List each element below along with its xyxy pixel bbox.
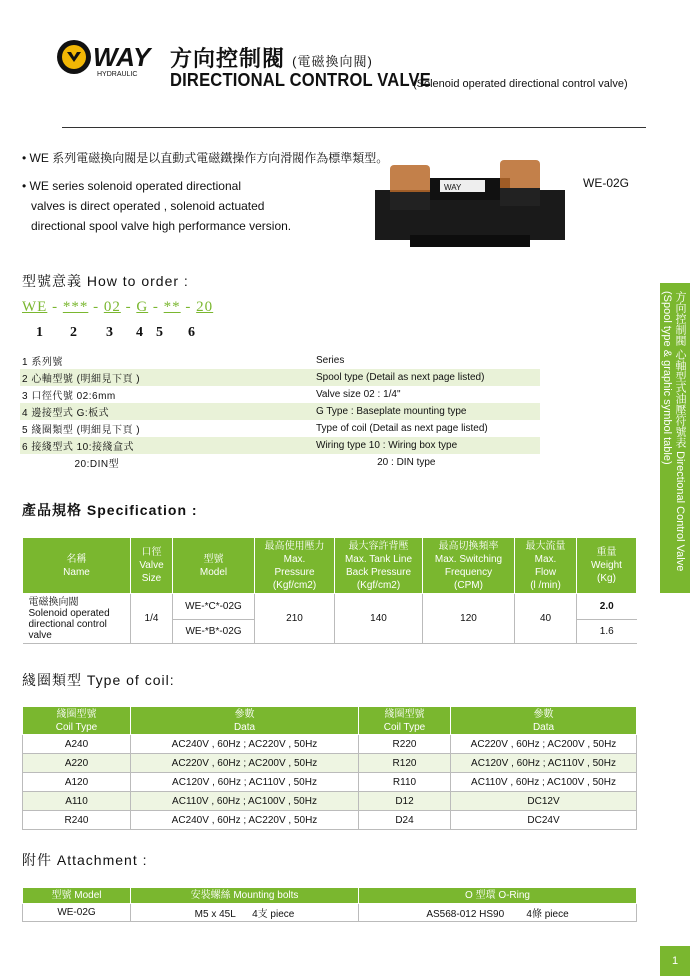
intro-en-line-2: valves is direct operated , solenoid actuated (31, 199, 265, 213)
order-row (20, 352, 540, 369)
spec-header (23, 538, 131, 594)
order-row-en: G Type : Baseplate mounting type (316, 406, 467, 417)
order-row-en: Series (316, 355, 345, 366)
spec-header (131, 538, 173, 594)
order-row (20, 369, 540, 386)
order-row (20, 420, 540, 437)
coil-row (23, 792, 637, 811)
order-code (22, 299, 213, 316)
coil-row (23, 735, 637, 754)
side-tab[interactable]: 方向控制閥 心軸型式油壓符號表 Directional Control Valve (Spool type & graphic symbol table) (660, 283, 690, 593)
spec-table (22, 537, 637, 644)
intro-bullet-zh: • WE 系列電磁換向閥是以直動式電磁鐵操作方向滑閥作為標準類型。 (22, 151, 389, 165)
spec-name (23, 594, 131, 644)
coil-data: AC110V , 60Hz ; AC100V , 50Hz (451, 773, 637, 792)
valve-photo (370, 150, 570, 255)
attach-row (23, 904, 637, 922)
code-size: 02 (103, 299, 121, 315)
coil-type: A120 (23, 773, 131, 792)
coil-type: D24 (359, 811, 451, 830)
title-en-sub: (Solenoid operated directional control valve) (413, 78, 628, 90)
th-en: Coil Type (55, 721, 98, 733)
code-spool: *** (62, 299, 89, 315)
attach-header: 型號 Model (23, 888, 131, 904)
th-en: Frequency (444, 566, 493, 578)
order-num: 1 (36, 325, 43, 340)
header-divider (62, 127, 646, 128)
coil-data: AC120V , 60Hz ; AC110V , 50Hz (451, 754, 637, 773)
spec-name-en: directional control (28, 618, 107, 630)
code-type: G (136, 299, 149, 315)
th-en: (Kg) (597, 573, 616, 584)
order-num: 4 (136, 325, 143, 340)
order-num: 6 (188, 325, 195, 340)
way-hydraulic-logo (55, 38, 165, 78)
order-row-zh: 20:DIN型 (22, 459, 120, 470)
spec-model: WE-*C*-02G (173, 594, 255, 620)
attach-table (22, 887, 637, 922)
order-row-en: Type of coil (Detail as next page listed) (316, 423, 488, 434)
th-en: (Kgf/cm2) (272, 579, 317, 591)
spec-weight: 1.6 (577, 620, 637, 644)
spec-size: 1/4 (131, 594, 173, 644)
brand-text: WAY (93, 42, 151, 72)
code-coil: ** (163, 299, 181, 315)
order-list (20, 352, 540, 471)
spec-flow: 40 (515, 594, 577, 644)
title-zh (170, 42, 373, 73)
spec-header (255, 538, 335, 594)
coil-heading: 綫圈類型 Type of coil: (22, 672, 175, 688)
title-en: DIRECTIONAL CONTROL VALVE (170, 70, 431, 90)
th-zh: 參數 (533, 708, 554, 720)
th-zh: 名稱 (66, 553, 87, 565)
th-en: Name (63, 566, 90, 578)
code-sep: - (93, 299, 100, 315)
coil-data: DC12V (451, 792, 637, 811)
code-sep: - (185, 299, 192, 315)
attach-model: WE-02G (23, 904, 131, 922)
th-en: Max. (283, 553, 306, 565)
brand-sub-text: HYDRAULIC (97, 71, 138, 78)
th-en: Max. Tank Line (344, 553, 413, 565)
title-zh-sub: (電磁換向閥) (292, 54, 373, 69)
coil-header (451, 707, 637, 735)
th-en: (Kgf/cm2) (356, 579, 401, 591)
code-series: WE (22, 299, 48, 315)
order-row (20, 403, 540, 420)
th-en: Size (141, 573, 162, 584)
th-zh: 參數 (234, 708, 255, 720)
intro-en-line-1: • WE series solenoid operated directional (22, 179, 241, 193)
th-en: Max. (534, 553, 557, 565)
valve-label: WAY (444, 183, 462, 192)
coil-data: AC120V , 60Hz ; AC110V , 50Hz (131, 773, 359, 792)
th-en: (CPM) (454, 579, 483, 591)
spec-name-en: Solenoid operated (28, 607, 110, 619)
coil-type: R240 (23, 811, 131, 830)
spec-header (173, 538, 255, 594)
th-zh: 型號 (203, 553, 224, 565)
th-en: Model (199, 566, 228, 578)
coil-row (23, 773, 637, 792)
order-row (20, 454, 540, 471)
th-zh: 口徑 (141, 547, 162, 558)
coil-type: R220 (359, 735, 451, 754)
spec-header (515, 538, 577, 594)
order-numbers (36, 325, 195, 341)
coil-type: A220 (23, 754, 131, 773)
coil-type: A110 (23, 792, 131, 811)
attach-oring: AS568-012 HS90 4條 piece (359, 904, 637, 922)
spec-header (577, 538, 637, 594)
spec-header (423, 538, 515, 594)
coil-header (359, 707, 451, 735)
spec-model: WE-*B*-02G (173, 620, 255, 644)
order-row-en: Wiring type 10 : Wiring box type (316, 440, 458, 451)
coil-type: R120 (359, 754, 451, 773)
spec-frequency: 120 (423, 594, 515, 644)
coil-type: R110 (359, 773, 451, 792)
th-zh: 重量 (596, 547, 617, 558)
coil-row (23, 811, 637, 830)
coil-data: DC24V (451, 811, 637, 830)
th-zh: 最高使用壓力 (264, 540, 325, 552)
th-zh: 綫圈型號 (56, 708, 97, 720)
order-row-zh: 1 系列號 (22, 357, 63, 368)
coil-data: AC110V , 60Hz ; AC100V , 50Hz (131, 792, 359, 811)
code-sep: - (152, 299, 159, 315)
order-row (20, 386, 540, 403)
coil-header (23, 707, 131, 735)
coil-type: D12 (359, 792, 451, 811)
order-row-en: Valve size 02 : 1/4" (316, 389, 401, 400)
coil-data: AC240V , 60Hz ; AC220V , 50Hz (131, 735, 359, 754)
th-zh: 綫圈型號 (384, 708, 425, 720)
th-zh: 最高切換頻率 (438, 540, 499, 552)
spec-heading: 產品規格 Specification : (22, 502, 198, 518)
attach-header: 安裝螺絲 Mounting bolts (131, 888, 359, 904)
coil-data: AC220V , 60Hz ; AC200V , 50Hz (451, 735, 637, 754)
code-wiring: 20 (196, 299, 214, 315)
order-num: 2 (70, 325, 77, 340)
page-number: 1 (660, 946, 690, 976)
spec-name-zh: 電磁換向閥 (28, 596, 79, 608)
th-en: Data (532, 721, 555, 733)
order-row-en: 20 : DIN type (316, 457, 436, 468)
coil-type: A240 (23, 735, 131, 754)
attach-bolts: M5 x 45L 4支 piece (131, 904, 359, 922)
spec-pressure: 210 (255, 594, 335, 644)
th-en: Pressure (274, 566, 315, 578)
th-en: Max. Switching (434, 553, 503, 565)
th-en: (l /min) (530, 579, 561, 591)
order-num: 3 (106, 325, 113, 340)
spec-header (335, 538, 423, 594)
coil-table (22, 706, 637, 830)
code-sep: - (125, 299, 132, 315)
th-zh: 最大容許背壓 (348, 540, 409, 552)
spec-name-en: valve (28, 629, 52, 641)
attach-header: O 型環 O-Ring (359, 888, 637, 904)
order-row (20, 437, 540, 454)
order-num: 5 (156, 325, 163, 340)
order-row-zh: 5 綫圈類型 (明細見下頁 ) (22, 425, 141, 436)
th-en: Coil Type (383, 721, 426, 733)
th-zh: 最大流量 (525, 540, 566, 552)
th-en: Weight (591, 560, 622, 571)
coil-row (23, 754, 637, 773)
th-en: Flow (534, 566, 557, 578)
code-sep: - (52, 299, 59, 315)
intro-en-line-3: directional spool valve high performance version. (31, 219, 292, 233)
coil-header (131, 707, 359, 735)
spec-weight: 2.0 (577, 594, 637, 620)
th-en: Valve (139, 560, 164, 571)
attach-heading: 附件 Attachment : (22, 852, 148, 868)
th-en: Back Pressure (345, 566, 412, 578)
title-zh-main: 方向控制閥 (170, 46, 286, 71)
coil-data: AC220V , 60Hz ; AC200V , 50Hz (131, 754, 359, 773)
model-tag: WE-02G (583, 176, 630, 190)
spec-back-pressure: 140 (335, 594, 423, 644)
order-row-zh: 3 口徑代號 02:6mm (22, 391, 116, 402)
order-heading: 型號意義 How to order : (22, 273, 189, 289)
intro-bullet-en (22, 176, 352, 236)
coil-data: AC240V , 60Hz ; AC220V , 50Hz (131, 811, 359, 830)
th-en: Data (233, 721, 256, 733)
order-row-zh: 6 接綫型式 10:接綫盒式 (22, 442, 135, 453)
order-row-zh: 2 心軸型號 (明細見下頁 ) (22, 374, 141, 385)
order-row-en: Spool type (Detail as next page listed) (316, 372, 485, 383)
order-row-zh: 4 邊接型式 G:板式 (22, 408, 110, 419)
